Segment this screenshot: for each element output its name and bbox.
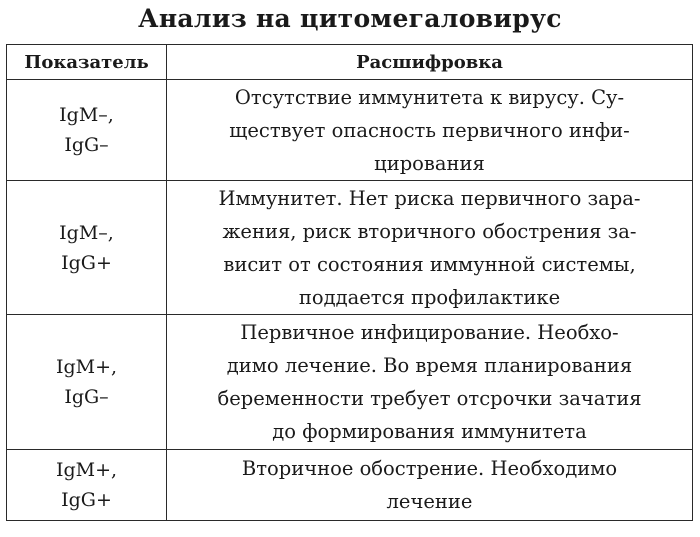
indicator-cell <box>7 450 167 521</box>
header-indicator: Показатель <box>7 45 167 80</box>
page-title: Анализ на цитомегаловирус <box>138 4 562 33</box>
indicator-igm: IgM–, <box>59 221 114 244</box>
indicator-cell <box>7 80 167 181</box>
indicator-igg: IgG+ <box>61 251 112 274</box>
interpretation-line: Вторичное обострение. Необходимо <box>241 457 618 480</box>
interpretation-line: цирования <box>374 151 485 175</box>
indicator-igg: IgG– <box>64 386 109 408</box>
cmv-results-table <box>6 44 693 521</box>
interpretation-line: лечение <box>386 490 473 513</box>
interpretation-line: ществует опасность первичного инфи- <box>229 118 630 142</box>
table-row <box>7 450 693 521</box>
interpretation-line: Иммунитет. Нет риска первичного зара- <box>218 186 641 210</box>
interpretation-line: Первичное инфицирование. Необхо- <box>240 321 619 344</box>
interpretation-cell <box>167 450 693 521</box>
interpretation-line: поддается профилактике <box>298 285 561 309</box>
table-row <box>7 315 693 450</box>
indicator-igg: IgG+ <box>61 489 112 511</box>
table-header-row <box>7 45 693 80</box>
interpretation-cell <box>167 315 693 450</box>
indicator-igm: IgM–, <box>59 104 114 126</box>
indicator-cell <box>7 181 167 315</box>
interpretation-line: димо лечение. Во время планирования <box>226 354 633 377</box>
header-interpretation: Расшифровка <box>167 45 693 80</box>
indicator-cell <box>7 315 167 450</box>
interpretation-cell <box>167 181 693 315</box>
table-row <box>7 80 693 181</box>
table-row <box>7 181 693 315</box>
interpretation-line: висит от состояния иммунной системы, <box>223 252 636 276</box>
interpretation-line: беременности требует отсрочки зачатия <box>217 387 642 410</box>
interpretation-line: Отсутствие иммунитета к вирусу. Су- <box>234 85 625 109</box>
interpretation-line: жения, риск вторичного обострения за- <box>222 219 637 243</box>
indicator-igm: IgM+, <box>55 459 118 481</box>
indicator-igg: IgG– <box>64 134 109 156</box>
interpretation-line: до формирования иммунитета <box>272 420 587 443</box>
indicator-igm: IgM+, <box>55 356 118 378</box>
interpretation-cell <box>167 80 693 181</box>
